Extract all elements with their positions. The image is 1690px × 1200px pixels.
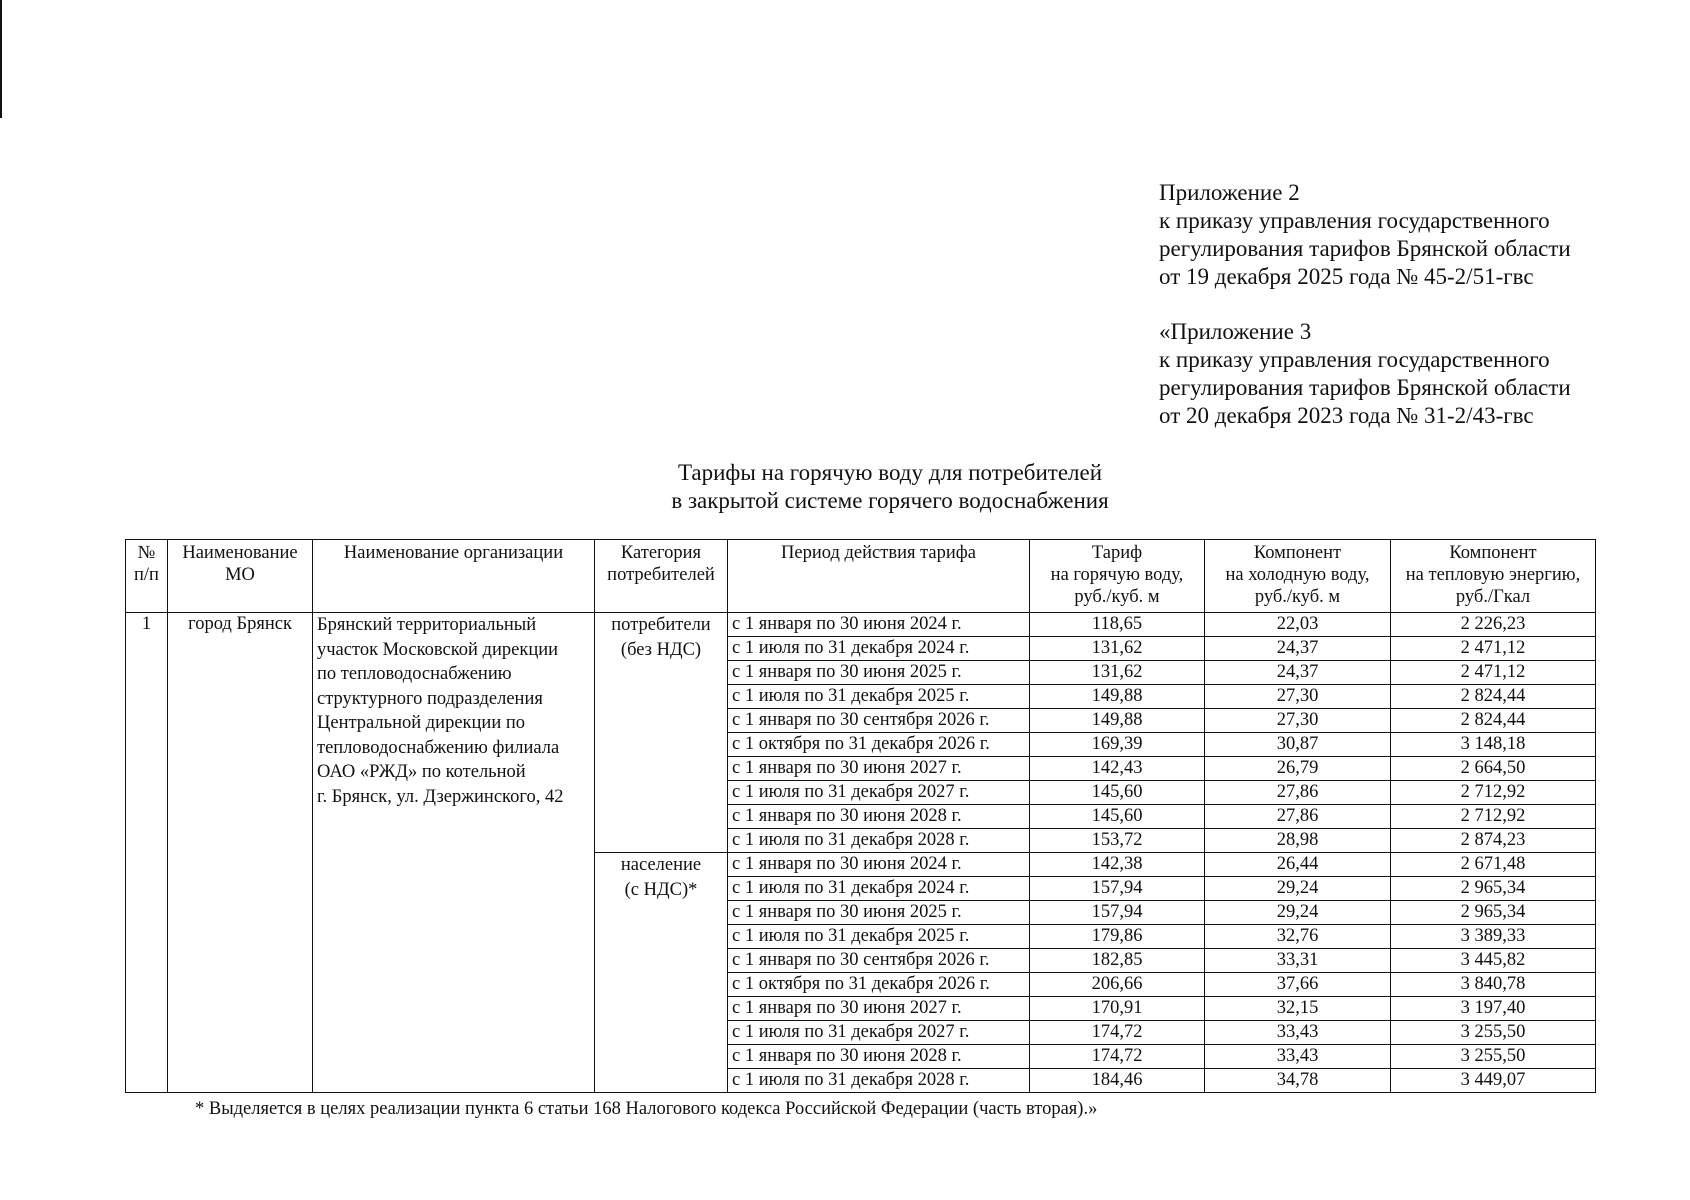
- heat-component-cell: 2 712,92: [1391, 781, 1596, 805]
- period-cell: с 1 июля по 31 декабря 2028 г.: [728, 1069, 1030, 1093]
- period-cell: с 1 января по 30 июня 2024 г.: [728, 853, 1030, 877]
- footnote: * Выделяется в целях реализации пункта 6 статьи 168 Налогового кодекса Российской Федерации (часть вторая).»: [195, 1099, 1098, 1119]
- scan-edge-mark: [0, 0, 2, 118]
- organization-line: Центральной дирекции по: [317, 713, 525, 733]
- heat-component-cell: 3 255,50: [1391, 1021, 1596, 1045]
- table-row: [126, 613, 1596, 637]
- category-line: (с НДС)*: [624, 879, 698, 900]
- document-title-line: в закрытой системе горячего водоснабжения: [671, 488, 1109, 513]
- category-cell: [595, 853, 728, 1093]
- heat-component-cell: 2 824,44: [1391, 685, 1596, 709]
- period-cell: с 1 января по 30 сентября 2026 г.: [728, 949, 1030, 973]
- heat-component-cell: 3 445,82: [1391, 949, 1596, 973]
- heat-component-cell: 2 664,50: [1391, 757, 1596, 781]
- period-cell: с 1 октября по 31 декабря 2026 г.: [728, 733, 1030, 757]
- hot-water-tariff-cell: 170,91: [1030, 997, 1205, 1021]
- organization-line: г. Брянск, ул. Дзержинского, 42: [317, 786, 564, 807]
- hot-water-tariff-cell: 149,88: [1030, 685, 1205, 709]
- hot-water-tariff-cell: 169,39: [1030, 733, 1205, 757]
- cold-water-component-cell: 33,43: [1205, 1045, 1391, 1069]
- hot-water-tariff-cell: 182,85: [1030, 949, 1205, 973]
- category-line: (без НДС): [620, 639, 702, 660]
- column-header-mo: Наименование МО: [168, 540, 313, 613]
- appendix-2-line: регулирования тарифов Брянской области: [1159, 236, 1571, 261]
- document-title: [560, 459, 1220, 515]
- column-header-category: Категория потребителей: [595, 540, 728, 613]
- cold-water-component-cell: 22,03: [1205, 613, 1391, 637]
- appendix-2-header: [1159, 179, 1629, 291]
- cold-water-component-cell: 24,37: [1205, 637, 1391, 661]
- hot-water-tariff-cell: 142,43: [1030, 757, 1205, 781]
- period-cell: с 1 января по 30 июня 2024 г.: [728, 613, 1030, 637]
- period-cell: с 1 июля по 31 декабря 2025 г.: [728, 925, 1030, 949]
- column-header-cold-water-component: Компонент на холодную воду, руб./куб. м: [1205, 540, 1391, 613]
- organization-line: ОАО «РЖД» по котельной: [317, 762, 526, 782]
- period-cell: с 1 июля по 31 декабря 2024 г.: [728, 877, 1030, 901]
- cold-water-component-cell: 28,98: [1205, 829, 1391, 853]
- appendix-2-line: от 19 декабря 2025 года № 45-2/51-гвс: [1159, 264, 1534, 289]
- cold-water-component-cell: 27,30: [1205, 685, 1391, 709]
- heat-component-cell: 3 255,50: [1391, 1045, 1596, 1069]
- heat-component-cell: 2 226,23: [1391, 613, 1596, 637]
- cold-water-component-cell: 29,24: [1205, 877, 1391, 901]
- hot-water-tariff-cell: 145,60: [1030, 781, 1205, 805]
- hot-water-tariff-cell: 184,46: [1030, 1069, 1205, 1093]
- category-line: потребители: [611, 615, 711, 635]
- hot-water-tariff-cell: 153,72: [1030, 829, 1205, 853]
- row-number-cell: 1: [126, 613, 168, 1093]
- organization-line: тепловодоснабжению филиала: [317, 737, 560, 758]
- appendix-2-line: к приказу управления государственного: [1159, 208, 1550, 233]
- cold-water-component-cell: 30,87: [1205, 733, 1391, 757]
- category-cell: [595, 613, 728, 853]
- period-cell: с 1 января по 30 июня 2025 г.: [728, 901, 1030, 925]
- heat-component-cell: 3 840,78: [1391, 973, 1596, 997]
- heat-component-cell: 2 712,92: [1391, 805, 1596, 829]
- period-cell: с 1 января по 30 июня 2028 г.: [728, 1045, 1030, 1069]
- period-cell: с 1 января по 30 июня 2027 г.: [728, 997, 1030, 1021]
- cold-water-component-cell: 33,31: [1205, 949, 1391, 973]
- column-header-hot-water-tariff: Тариф на горячую воду, руб./куб. м: [1030, 540, 1205, 613]
- column-header-number: № п/п: [126, 540, 168, 613]
- tariff-table: [125, 539, 1596, 1093]
- hot-water-tariff-cell: 206,66: [1030, 973, 1205, 997]
- heat-component-cell: 2 471,12: [1391, 637, 1596, 661]
- hot-water-tariff-cell: 179,86: [1030, 925, 1205, 949]
- cold-water-component-cell: 26,44: [1205, 853, 1391, 877]
- heat-component-cell: 2 874,23: [1391, 829, 1596, 853]
- hot-water-tariff-cell: 174,72: [1030, 1021, 1205, 1045]
- appendix-3-line: «Приложение 3: [1159, 319, 1312, 344]
- cold-water-component-cell: 32,76: [1205, 925, 1391, 949]
- heat-component-cell: 3 197,40: [1391, 997, 1596, 1021]
- cold-water-component-cell: 34,78: [1205, 1069, 1391, 1093]
- organization-cell: [313, 613, 595, 1093]
- column-header-period: Период действия тарифа: [728, 540, 1030, 613]
- cold-water-component-cell: 29,24: [1205, 901, 1391, 925]
- organization-line: участок Московской дирекции: [317, 639, 559, 660]
- hot-water-tariff-cell: 142,38: [1030, 853, 1205, 877]
- cold-water-component-cell: 27,86: [1205, 805, 1391, 829]
- organization-line: структурного подразделения: [317, 688, 543, 709]
- document-title-line: Тарифы на горячую воду для потребителей: [677, 460, 1103, 485]
- period-cell: с 1 июля по 31 декабря 2027 г.: [728, 1021, 1030, 1045]
- hot-water-tariff-cell: 145,60: [1030, 805, 1205, 829]
- column-header-organization: Наименование организации: [313, 540, 595, 613]
- appendix-3-line: регулирования тарифов Брянской области: [1159, 375, 1571, 400]
- period-cell: с 1 января по 30 июня 2027 г.: [728, 757, 1030, 781]
- appendix-3-line: к приказу управления государственного: [1159, 347, 1550, 372]
- hot-water-tariff-cell: 174,72: [1030, 1045, 1205, 1069]
- column-header-heat-component: Компонент на тепловую энергию, руб./Гкал: [1391, 540, 1596, 613]
- appendix-2-line: Приложение 2: [1159, 180, 1300, 205]
- heat-component-cell: 2 471,12: [1391, 661, 1596, 685]
- hot-water-tariff-cell: 131,62: [1030, 637, 1205, 661]
- period-cell: с 1 января по 30 сентября 2026 г.: [728, 709, 1030, 733]
- cold-water-component-cell: 33,43: [1205, 1021, 1391, 1045]
- mo-name-cell: город Брянск: [168, 613, 313, 1093]
- organization-line: по тепловодоснабжению: [317, 664, 512, 684]
- table-header-row: [126, 540, 1596, 613]
- appendix-3-header: [1159, 318, 1629, 430]
- hot-water-tariff-cell: 157,94: [1030, 877, 1205, 901]
- organization-line: Брянский территориальный: [317, 615, 537, 635]
- hot-water-tariff-cell: 157,94: [1030, 901, 1205, 925]
- hot-water-tariff-cell: 131,62: [1030, 661, 1205, 685]
- heat-component-cell: 2 671,48: [1391, 853, 1596, 877]
- heat-component-cell: 3 389,33: [1391, 925, 1596, 949]
- cold-water-component-cell: 27,86: [1205, 781, 1391, 805]
- cold-water-component-cell: 27,30: [1205, 709, 1391, 733]
- heat-component-cell: 2 965,34: [1391, 877, 1596, 901]
- cold-water-component-cell: 32,15: [1205, 997, 1391, 1021]
- cold-water-component-cell: 26,79: [1205, 757, 1391, 781]
- appendix-3-line: от 20 декабря 2023 года № 31-2/43-гвс: [1159, 403, 1534, 428]
- period-cell: с 1 июля по 31 декабря 2024 г.: [728, 637, 1030, 661]
- period-cell: с 1 июля по 31 декабря 2028 г.: [728, 829, 1030, 853]
- heat-component-cell: 3 449,07: [1391, 1069, 1596, 1093]
- category-line: население: [620, 855, 702, 875]
- heat-component-cell: 2 824,44: [1391, 709, 1596, 733]
- heat-component-cell: 3 148,18: [1391, 733, 1596, 757]
- cold-water-component-cell: 37,66: [1205, 973, 1391, 997]
- period-cell: с 1 июля по 31 декабря 2025 г.: [728, 685, 1030, 709]
- period-cell: с 1 января по 30 июня 2028 г.: [728, 805, 1030, 829]
- heat-component-cell: 2 965,34: [1391, 901, 1596, 925]
- period-cell: с 1 июля по 31 декабря 2027 г.: [728, 781, 1030, 805]
- cold-water-component-cell: 24,37: [1205, 661, 1391, 685]
- period-cell: с 1 января по 30 июня 2025 г.: [728, 661, 1030, 685]
- hot-water-tariff-cell: 118,65: [1030, 613, 1205, 637]
- period-cell: с 1 октября по 31 декабря 2026 г.: [728, 973, 1030, 997]
- hot-water-tariff-cell: 149,88: [1030, 709, 1205, 733]
